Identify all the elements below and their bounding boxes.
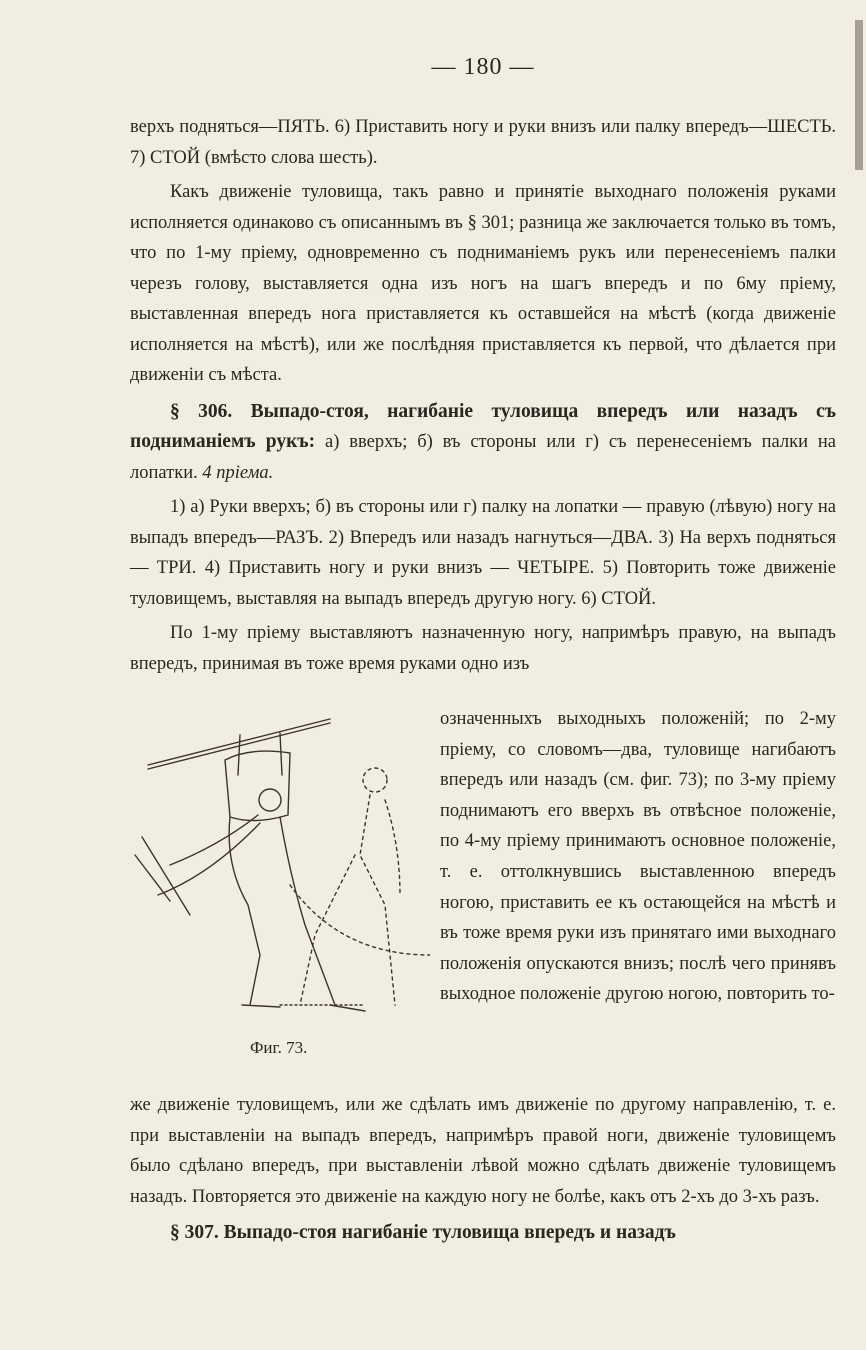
paragraph-commands: 1) а) Руки вверхъ; б) въ стороны или г) палку на лопатки — правую (лѣвую) ногу на выпадъ впередъ—РАЗЪ. 2) Впередъ или назадъ нагнуться—ДВА. 3) На верхъ подняться — ТРИ. 4) Приставить ногу и руки внизъ — ЧЕТЫРЕ. 5) Повторить тоже движеніе туловищемъ, выставляя на выпадъ впередъ другую ногу. 6) СТОЙ. [130, 497, 836, 609]
text-bottom [130, 1090, 836, 1249]
section-306-heading: § 306. Выпадо-стоя, нагибаніе туловища впередъ или назадъ съ подниманіемъ рукъ: [130, 400, 836, 452]
exercise-figure-drawing [130, 705, 430, 1025]
section-306-text: а) вверхъ; б) въ стороны или г) съ перенесеніемъ палки на лопатки. [130, 432, 836, 483]
paragraph-wrap: означенныхъ выходныхъ положеній; по 2-му пріему, со словомъ—два, туловище нагибаютъ впередъ или назадъ (см. фиг. 73); по 3-му пріему поднимаютъ его вверхъ въ отвѣсное положеніе, по 4-му пріему принимаютъ основное положеніе, т. е. оттолкнувшись выставленною впередъ ногою, приставить ее къ остающейся на мѣстѣ и въ тоже время руки изъ принятаго ими выходнаго положенія опускаются внизъ; послѣ чего принявъ выходное положеніе другою ногою, повторить то- [440, 709, 836, 1005]
paragraph-continuation: верхъ подняться—ПЯТЬ. 6) Приставить ногу и руки внизъ или палку впередъ—ШЕСТЬ. 7) СТОЙ (вмѣсто слова шесть). [130, 117, 836, 168]
paragraph-continuation-bottom: же движеніе туловищемъ, или же сдѣлать имъ движеніе по другому направленію, т. е. при выставленіи на выпадъ впередъ, напримѣръ правой ноги, движеніе туловищемъ было сдѣлано впередъ, при выставленіи лѣвой можно сдѣлать движеніе туловищемъ назадъ. Повторяется это движеніе на каждую ногу не болѣе, какъ отъ 2-хъ до 3-хъ разъ. [130, 1095, 836, 1207]
section-306-priema: 4 пріема. [202, 462, 274, 483]
figure-73-illustration [130, 705, 430, 1025]
section-306 [130, 397, 836, 489]
figure-73-caption: Фиг. 73. [250, 1038, 308, 1057]
page-edge-shadow [855, 20, 863, 170]
section-307-title: § 307. Выпадо-стоя нагибаніе туловища впередъ и назадъ [170, 1222, 676, 1243]
text-beside-figure [440, 704, 836, 1010]
page-number: — 180 — [431, 54, 535, 80]
paragraph-first-priem: По 1-му пріему выставляютъ назначенную ногу, напримѣръ правую, на выпадъ впередъ, принимая въ тоже время руками одно изъ [130, 623, 836, 674]
text-top [130, 112, 836, 679]
paragraph-explanation: Какъ движеніе туловища, такъ равно и принятіе выходнаго положенія руками исполняется одинаково съ описаннымъ въ § 301; разница же заключается только въ томъ, что по 1-му пріему, одновременно съ подниманіемъ рукъ или перенесеніемъ палки черезъ голову, выставляется одна изъ ногъ на шагъ впередъ и по 6му пріему, выставленная впередъ нога приставляется къ оставшейся на мѣстѣ (когда движеніе исполняется на мѣстѣ), или же послѣдняя приставляется къ первой, что дѣлается при движеніи съ мѣста. [130, 182, 836, 385]
section-307-heading [130, 1218, 836, 1249]
